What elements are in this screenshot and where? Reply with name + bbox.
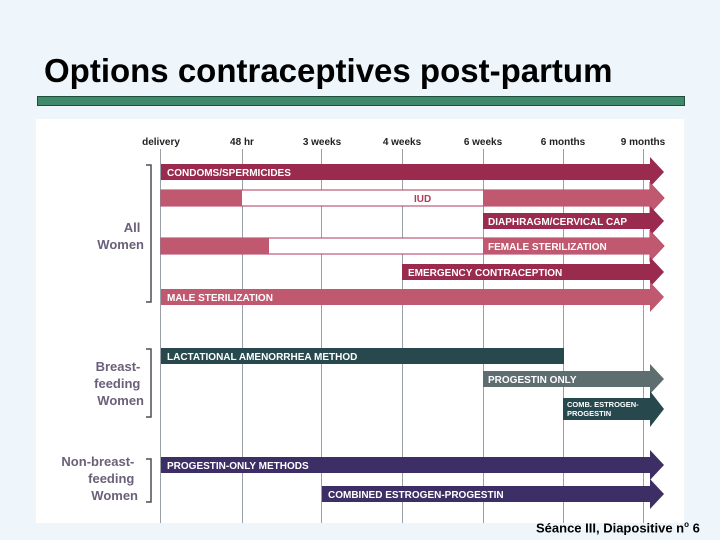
group-label-non-breastfeeding-women: Non-breast- feeding Women — [61, 454, 138, 503]
bar-label: COMB. ESTROGEN- PROGESTIN — [567, 400, 639, 418]
group-brackets — [146, 165, 151, 502]
bar-segment-late — [483, 183, 664, 213]
bar-label: FEMALE STERILIZATION — [488, 242, 607, 253]
group-label-all-women: All Women — [97, 220, 144, 252]
timeline-label-6-weeks: 6 weeks — [463, 137, 503, 148]
timeline-label-48-hr: 48 hr — [230, 137, 254, 148]
timeline-diagram — [36, 119, 684, 523]
timeline-label-4-weeks: 4 weeks — [382, 137, 422, 148]
timeline-label-6-months: 6 months — [540, 137, 586, 148]
timeline-label-3-weeks: 3 weeks — [302, 137, 342, 148]
method-bar-diaphragm-cervical-cap — [483, 206, 664, 236]
bar-label: COMBINED ESTROGEN-PROGESTIN — [328, 490, 504, 501]
bracket-all-women — [146, 165, 151, 302]
bracket-breastfeeding-women — [146, 349, 151, 417]
bracket-non-breastfeeding-women — [146, 459, 151, 502]
group-label-breastfeeding-women: Breast- feeding Women — [94, 359, 144, 408]
footer-superscript: o — [684, 520, 690, 529]
bar-label: PROGESTIN-ONLY METHODS — [167, 461, 309, 472]
timeline-label-9-months: 9 months — [620, 137, 666, 148]
bar-label: MALE STERILIZATION — [167, 293, 273, 304]
bar-segment-early — [161, 190, 242, 206]
bar-label: LACTATIONAL AMENORRHEA METHOD — [167, 352, 358, 363]
bar-label: IUD — [414, 194, 432, 205]
method-bar-male-sterilization — [161, 282, 664, 312]
bar-label: PROGESTIN ONLY — [488, 375, 577, 386]
method-bar-iud — [161, 183, 664, 213]
method-bar-progestin-only-methods — [161, 450, 664, 480]
method-bar-comb-estrogen-progestin — [563, 391, 664, 427]
method-bar-lactational-amenorrhea — [161, 348, 564, 364]
method-bar-combined-estrogen-progestin — [322, 479, 664, 509]
title-underline-bar — [37, 96, 685, 106]
footer-text: Séance III, Diapositive n — [536, 520, 685, 536]
method-bar-condoms-spermicides — [161, 157, 664, 187]
group-labels — [61, 220, 144, 503]
slide-footer — [536, 520, 700, 535]
method-bar-emergency-contraception — [402, 257, 664, 287]
method-bar-female-sterilization — [161, 231, 664, 261]
footer-slide-number: 6 — [692, 520, 700, 536]
bar-label: CONDOMS/SPERMICIDES — [167, 168, 291, 179]
timeline-label-delivery: delivery — [142, 137, 180, 148]
bar-label: EMERGENCY CONTRACEPTION — [408, 268, 563, 279]
bar-label: DIAPHRAGM/CERVICAL CAP — [488, 217, 628, 228]
slide-title: Options contraceptives post-partum — [44, 52, 613, 89]
method-bar-progestin-only — [483, 364, 664, 394]
timeline-diagram-svg — [36, 119, 684, 523]
timeline-header — [142, 137, 666, 148]
bar-segment-early — [161, 238, 269, 254]
